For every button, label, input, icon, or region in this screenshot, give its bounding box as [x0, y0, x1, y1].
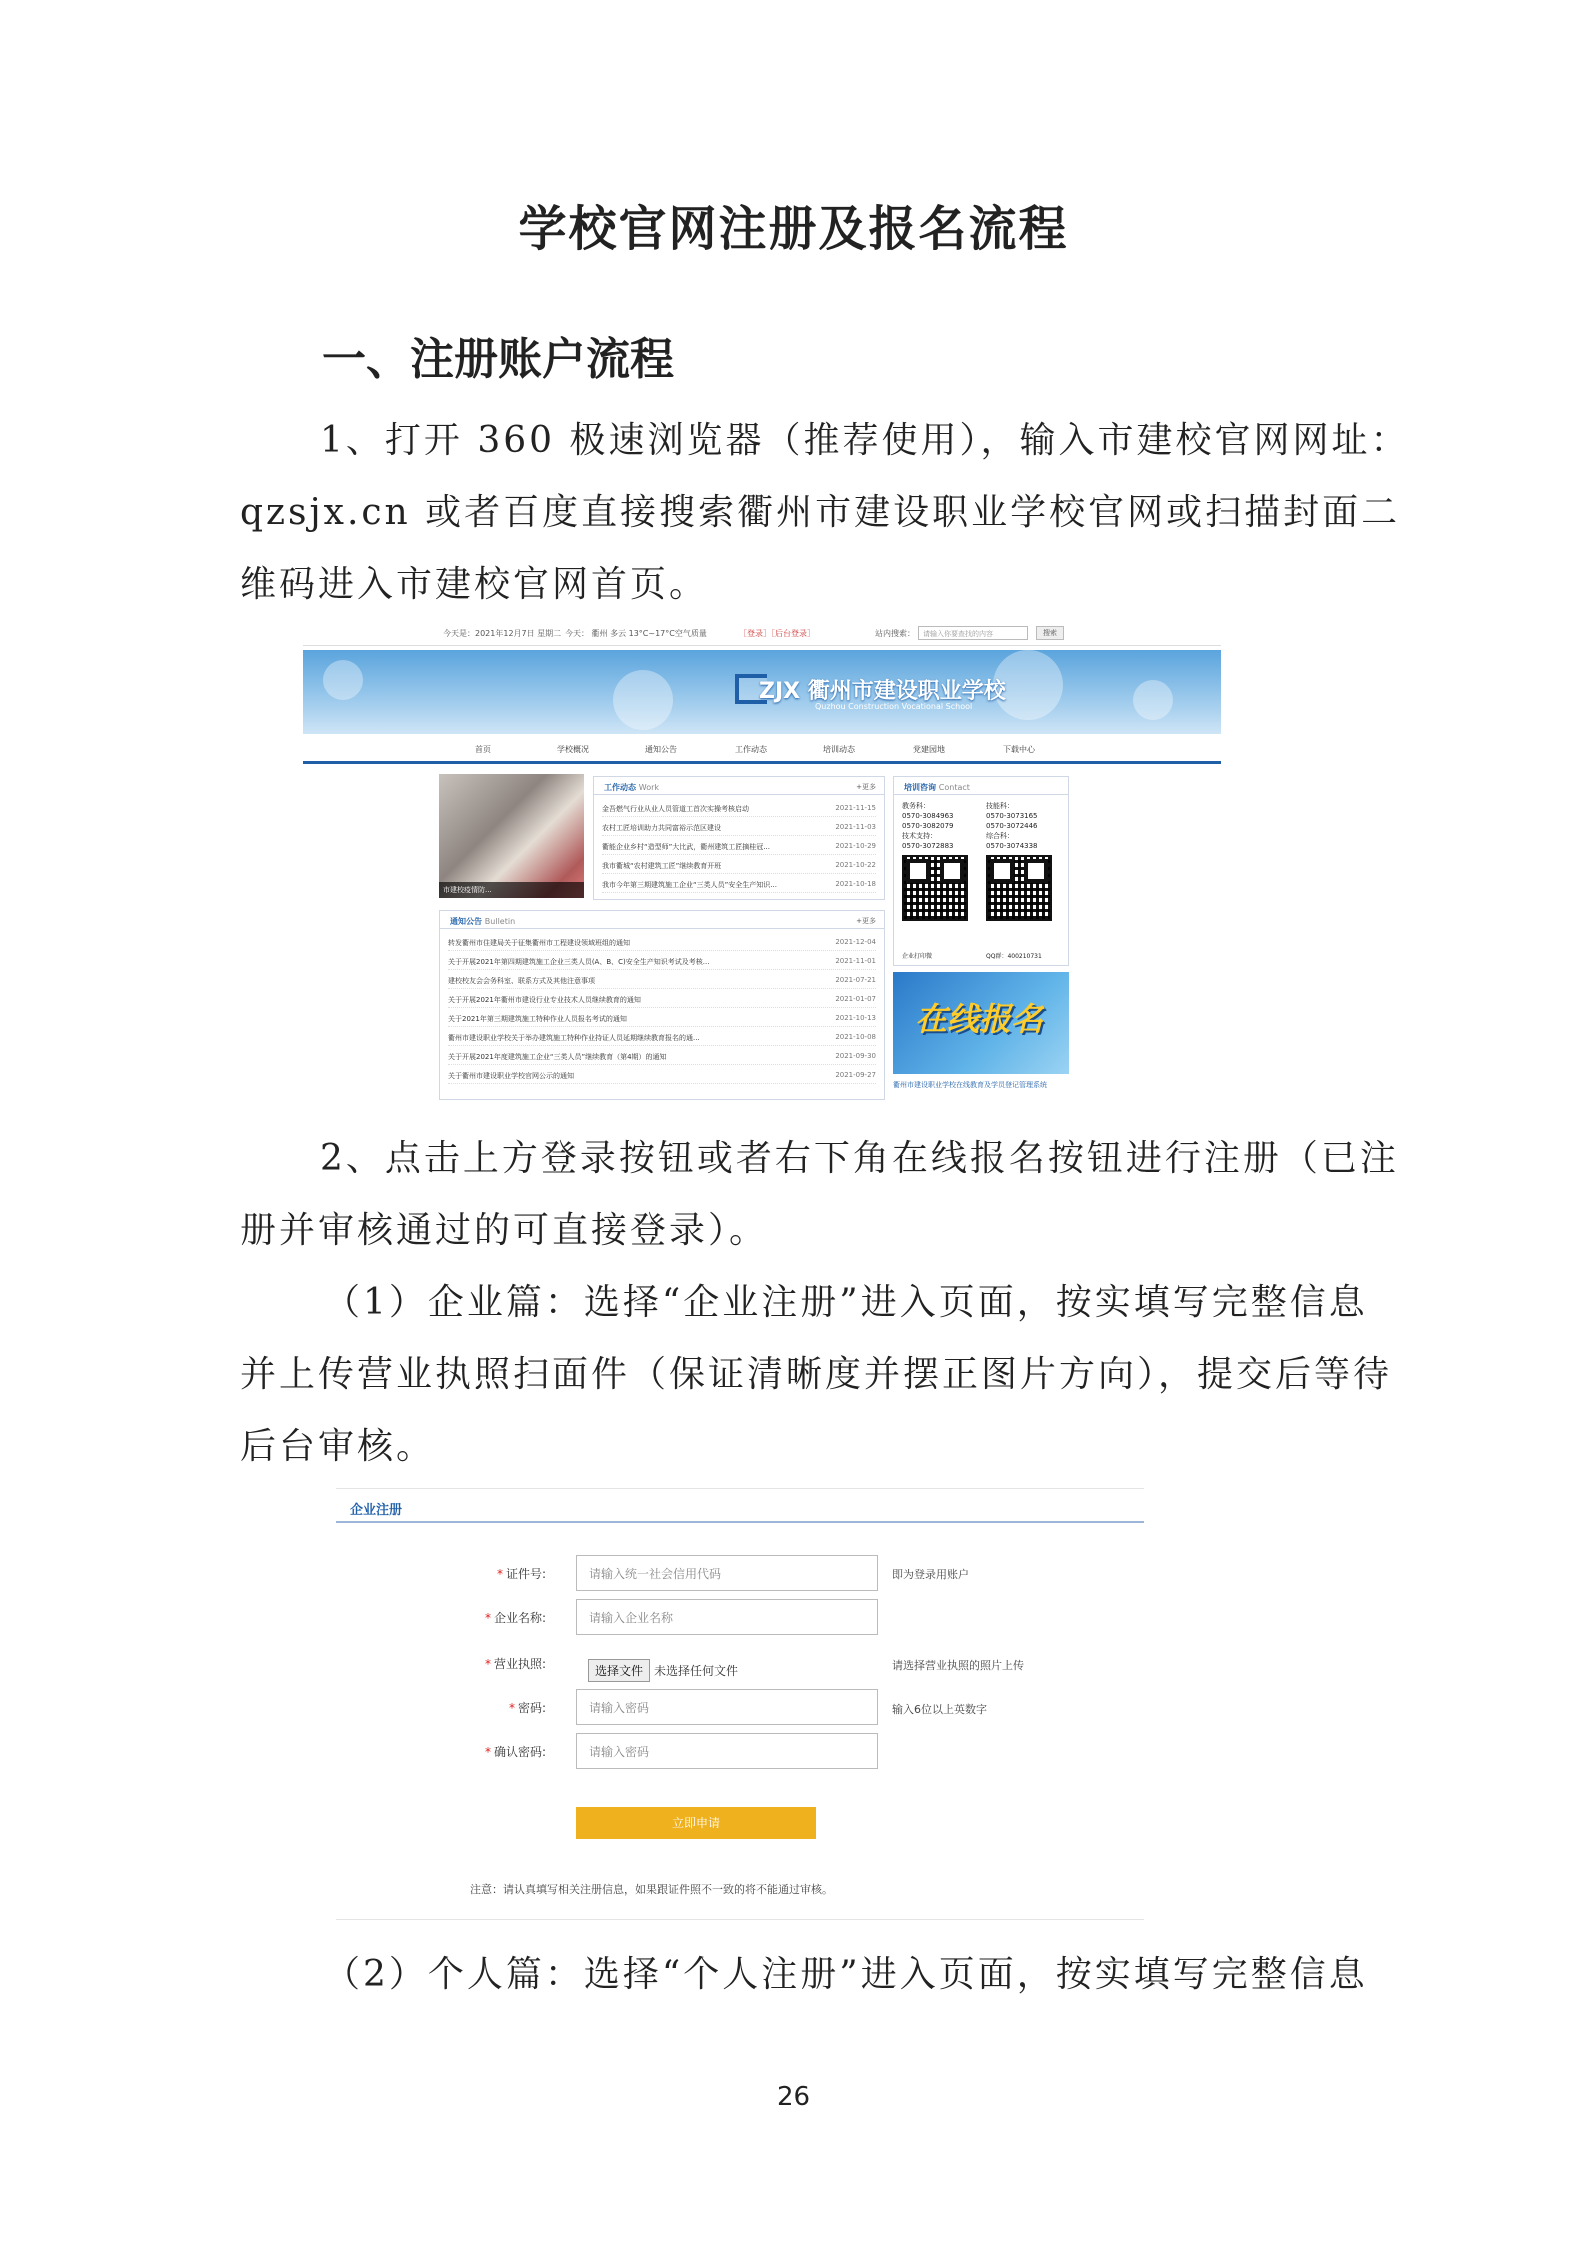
bulletin-header: 通知公告 Bulletin [440, 911, 884, 929]
search-label: 站内搜索： [875, 629, 915, 638]
list-item[interactable]: 转发衢州市住建局关于征集衢州市工程建设领域班组的通知 2021-12-04 [448, 933, 876, 951]
confirm-password-label: * 确认密码: [484, 1745, 546, 1759]
paragraph-1 [240, 412, 1410, 605]
list-item[interactable]: 关于开展2021年度建筑施工企业“三类人员”继续教育（第4期）的通知 2021-09-30 [448, 1047, 876, 1065]
nav-item-about[interactable]: 学校概况 [557, 745, 589, 754]
paragraph-line: qzsjx.cn 或者百度直接搜索衢州市建设职业学校官网或扫描封面二 [240, 492, 1401, 533]
school-name [759, 674, 1006, 705]
business-license-file-input[interactable] [588, 1659, 738, 1682]
no-file-text: 未选择任何文件 [654, 1664, 739, 1678]
list-item[interactable]: 关于2021年第三期建筑施工特种作业人员报名考试的通知 2021-10-13 [448, 1009, 876, 1027]
paragraph-line: 后台审核。 [240, 1426, 436, 1467]
paragraph-line: 维码进入市建校官网首页。 [240, 564, 709, 605]
online-registration-caption[interactable]: 衢州市建设职业学校在线教育及学员登记管理系统 [893, 1081, 1047, 1089]
top-bar [303, 618, 1221, 646]
company-name-input[interactable]: 请输入企业名称 [576, 1599, 878, 1635]
list-item[interactable]: 关于开展2021年衢州市建设行业专业技术人员继续教育的通知 2021-01-07 [448, 990, 876, 1008]
document-title: 学校官网注册及报名流程 [518, 201, 1069, 257]
company-name-label: * 企业名称: [484, 1611, 546, 1625]
list-item[interactable]: 衢州市建设职业学校关于举办建筑施工特种作业持证人员延期继续教育报名的通... 2021-10-08 [448, 1028, 876, 1046]
qr-caption: 企业打印微 [902, 953, 933, 960]
list-item[interactable]: 衢能企业乡村“造型师”大比武，衢州建筑工匠摘桂冠... 2021-10-29 [602, 837, 876, 855]
list-item[interactable]: 关于衢州市建设职业学校官网公示的通知 2021-09-27 [448, 1066, 876, 1084]
section-heading: 一、注册账户流程 [322, 334, 674, 385]
contact-list-left: 教务科： 0570-3084963 0570-3082079 技术支持： 0570-3072883 [902, 802, 954, 850]
id-number-input[interactable]: 请输入统一社会信用代码 [576, 1555, 878, 1591]
photo-caption: 市建校疫情防... [439, 882, 584, 898]
tab-enterprise-register[interactable]: 企业注册 [350, 1503, 403, 1518]
logo-text: ZJX [759, 679, 801, 704]
work-header: 工作动态 Work [594, 777, 884, 795]
password-hint: 输入6位以上英数字 [892, 1703, 987, 1716]
online-registration-banner[interactable] [893, 972, 1069, 1074]
bulletin-more-link[interactable]: +更多 [856, 917, 876, 925]
list-item[interactable]: 建校校友会会务科室、联系方式及其他注意事项 2021-07-21 [448, 971, 876, 989]
list-item[interactable]: 农村工匠培训助力共同富裕示范区建设 2021-11-03 [602, 818, 876, 836]
school-name-cn: 衢州市建设职业学校 [807, 679, 1006, 704]
contact-list-right: 技能科： 0570-3073165 0570-3072446 综合科： 0570-3074338 [986, 802, 1038, 850]
password-input[interactable]: 请输入密码 [576, 1689, 878, 1725]
tab-divider [336, 1521, 1144, 1523]
nav-item-party[interactable]: 党建园地 [913, 745, 945, 754]
bulletin-box [439, 910, 885, 1100]
enterprise-registration-screenshot [336, 1488, 1144, 1920]
confirm-password-input[interactable]: 请输入密码 [576, 1733, 878, 1769]
paragraph-2 [240, 1130, 1399, 1251]
contact-box [893, 776, 1069, 966]
weather-text: 今天： 衢州 多云 13°C~17°C空气质量 [565, 629, 707, 638]
paragraph-3 [240, 1274, 1393, 1467]
site-search-button[interactable]: 搜索 [1036, 626, 1064, 640]
qr-code-icon [902, 855, 968, 921]
list-item[interactable]: 关于开展2021年第四期建筑施工企业三类人员(A、B、C)安全生产知识考试及考核... 2021-11-01 [448, 952, 876, 970]
paragraph-line: （2）个人篇：选择“个人注册”进入页面，按实填写完整信息 [324, 1954, 1368, 1995]
nav-item-download[interactable]: 下载中心 [1003, 745, 1035, 754]
paragraph-line: 1、打开 360 极速浏览器（推荐使用），输入市建校官网网址： [320, 420, 1410, 461]
business-license-hint: 请选择营业执照的照片上传 [892, 1659, 1024, 1672]
id-number-label: * 证件号: [496, 1567, 546, 1581]
list-item[interactable]: 金吾燃气行业从业人员管道工首次实操考核启动 2021-11-15 [602, 799, 876, 817]
paragraph-line: 并上传营业执照扫面件（保证清晰度并摆正图片方向），提交后等待 [240, 1354, 1393, 1395]
page-number: 26 [776, 2082, 811, 2112]
site-search-input[interactable]: 请输入你要查找的内容 [918, 626, 1028, 640]
nav-item-notices[interactable]: 通知公告 [645, 745, 677, 754]
nav-item-home[interactable]: 首页 [475, 745, 491, 754]
paragraph-4 [240, 1946, 1368, 1996]
school-name-en: Quzhou Construction Vocational School [815, 702, 973, 711]
qr-caption: QQ群：400210731 [986, 953, 1042, 960]
registration-note: 注意：请认真填写相关注册信息，如果跟证件照不一致的将不能通过审核。 [470, 1883, 833, 1896]
school-homepage-screenshot [303, 618, 1221, 1104]
nav-item-training[interactable]: 培训动态 [823, 745, 855, 754]
choose-file-button[interactable]: 选择文件 [588, 1659, 650, 1682]
password-label: * 密码: [508, 1701, 546, 1715]
qr-code-icon [986, 855, 1052, 921]
paragraph-line: 2、点击上方登录按钮或者右下角在线报名按钮进行注册（已注 [320, 1138, 1399, 1179]
id-number-hint: 即为登录用账户 [892, 1568, 969, 1581]
date-text: 今天是：2021年12月7日 星期二 [443, 629, 562, 638]
business-license-label: * 营业执照: [484, 1657, 546, 1671]
contact-header: 培训咨询 Contact [894, 777, 1068, 795]
paragraph-line: 册并审核通过的可直接登录）。 [240, 1210, 769, 1251]
news-photo[interactable] [439, 774, 584, 898]
work-more-link[interactable]: +更多 [856, 783, 876, 791]
list-item[interactable]: 我市衢城“农村建筑工匠”继续教育开班 2021-10-22 [602, 856, 876, 874]
online-registration-text: 在线报名 [915, 1000, 1044, 1038]
school-banner [303, 650, 1221, 734]
login-link[interactable]: ［登录］［后台登录］ [739, 629, 815, 638]
work-news-box [593, 776, 885, 900]
submit-application-button[interactable]: 立即申请 [576, 1807, 816, 1839]
paragraph-line: （1）企业篇：选择“企业注册”进入页面，按实填写完整信息 [324, 1282, 1368, 1323]
main-nav [303, 734, 1221, 764]
nav-item-work[interactable]: 工作动态 [735, 745, 767, 754]
list-item[interactable]: 我市今年第三期建筑施工企业“三类人员”安全生产知识... 2021-10-18 [602, 875, 876, 893]
